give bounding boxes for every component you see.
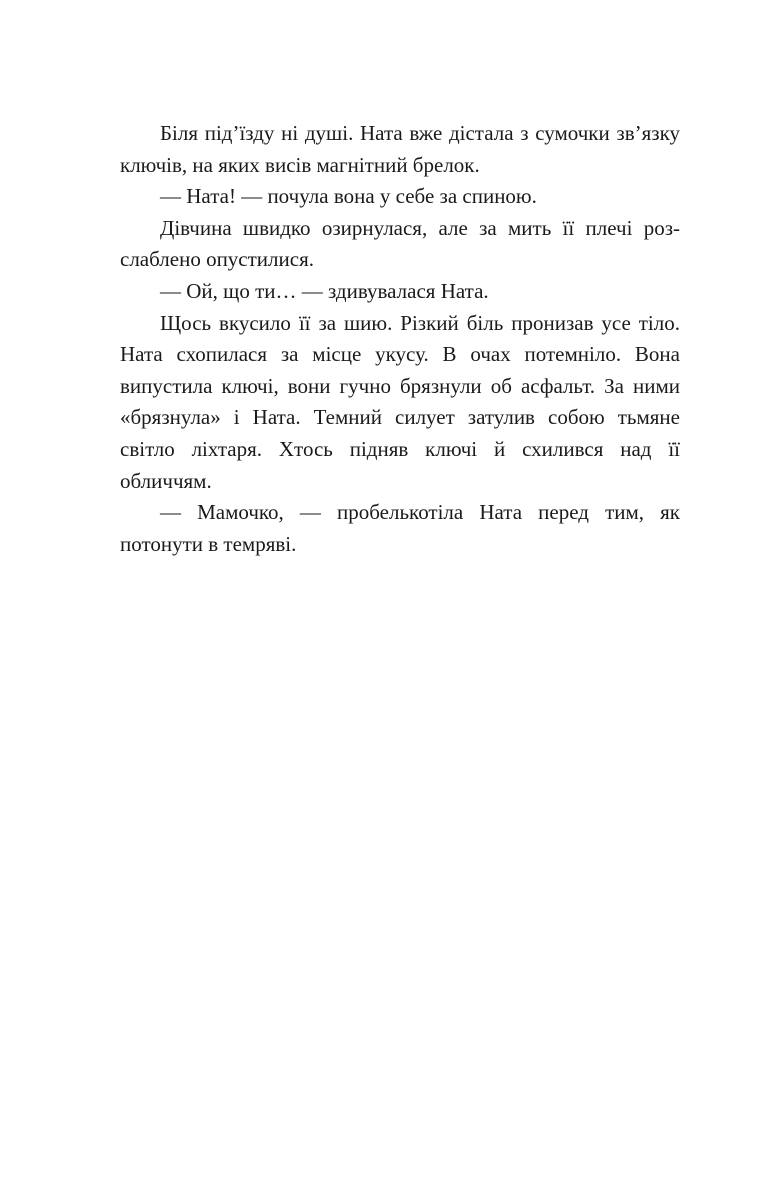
paragraph-3: Дівчина швидко озирнулася, але за мить її плечі розслаблено опустилися.: [120, 215, 680, 272]
paragraph-4: — Ой, що ти… — здивувалася Ната.: [160, 278, 489, 303]
paragraph-6: — Мамочко, — пробелькотіла Ната перед тим, як потонути в темряві.: [120, 500, 680, 556]
paragraph-2: — Ната! — почула вона у себе за спиною.: [160, 184, 537, 209]
page-body: [120, 118, 680, 560]
paragraph-1: Біля під’їзду ні душі. Ната вже дістала з сумочки зв’язку ключів, на яких висів магнітний брелок.: [120, 121, 680, 177]
paragraph-5: Щось вкусило її за шию. Різкий біль пронизав усе тіло. Ната схопилася за місце укусу. В очах потемніло. Вона випустила ключі, вони гучно брязнули об асфальт. За ними «брязнула» і Ната. Темний силует затулив собою тьмяне світло ліхтаря. Хтось підняв ключі й схилився над її обличчям.: [120, 310, 680, 493]
